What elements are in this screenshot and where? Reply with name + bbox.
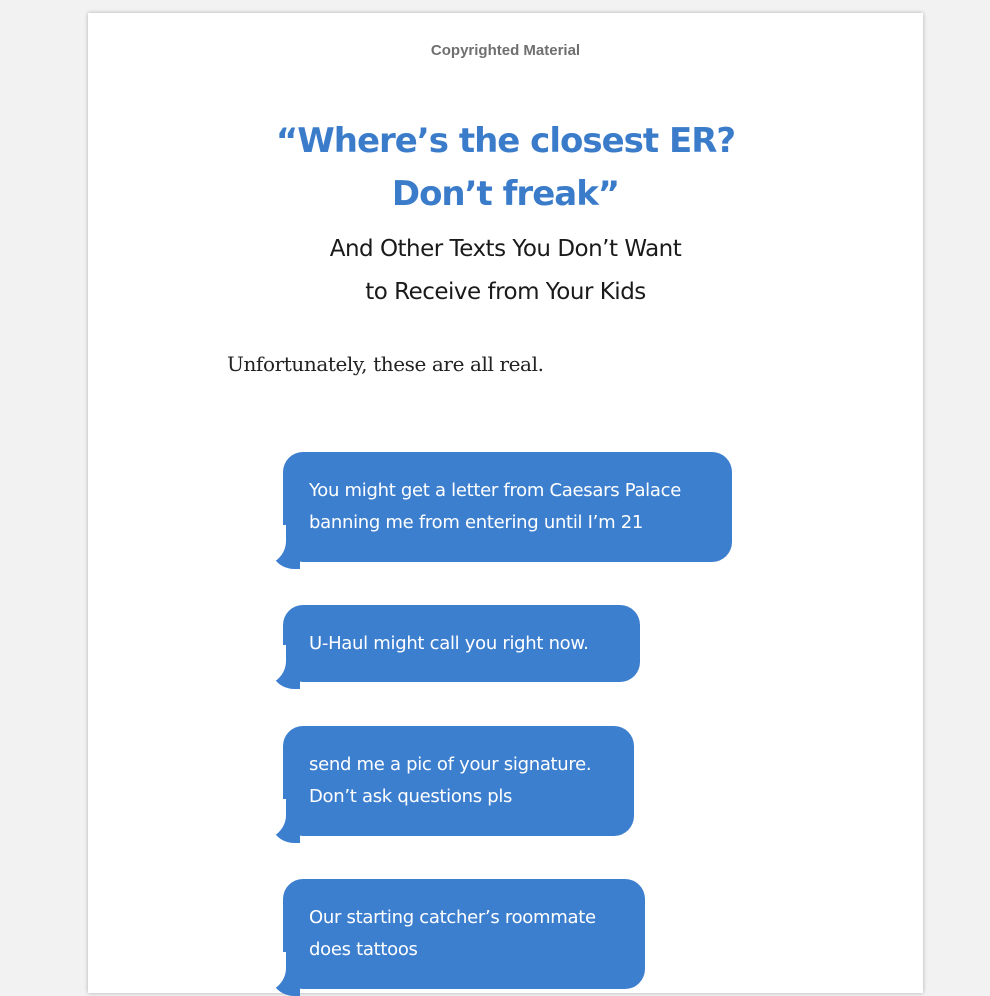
message-bubble bbox=[283, 879, 645, 989]
message-bubble bbox=[283, 452, 732, 562]
chapter-subtitle bbox=[88, 228, 923, 314]
message-text-line: U-Haul might call you right now. bbox=[309, 632, 589, 654]
message-text-line: Don’t ask questions pls bbox=[309, 786, 513, 807]
chapter-subtitle-line-2: to Receive from Your Kids bbox=[365, 279, 646, 305]
message-text-line: banning me from entering until I’m 21 bbox=[309, 512, 644, 533]
message-text-line: Our starting catcher’s roommate bbox=[309, 907, 596, 928]
chapter-subtitle-line-1: And Other Texts You Don’t Want bbox=[329, 236, 682, 262]
message-text-line: send me a pic of your signature. bbox=[309, 754, 592, 775]
message-bubble bbox=[283, 726, 634, 836]
book-page bbox=[88, 13, 923, 993]
chapter-title bbox=[88, 115, 923, 221]
message-text-line: does tattoos bbox=[309, 939, 418, 960]
chapter-title-line-2: Don’t freak” bbox=[391, 174, 620, 214]
intro-text: Unfortunately, these are all real. bbox=[227, 352, 544, 376]
message-text-line: You might get a letter from Caesars Palace bbox=[309, 480, 681, 501]
chapter-title-line-1: “Where’s the closest ER? bbox=[275, 121, 736, 161]
copyright-notice: Copyrighted Material bbox=[430, 42, 581, 59]
message-bubble bbox=[283, 605, 640, 682]
